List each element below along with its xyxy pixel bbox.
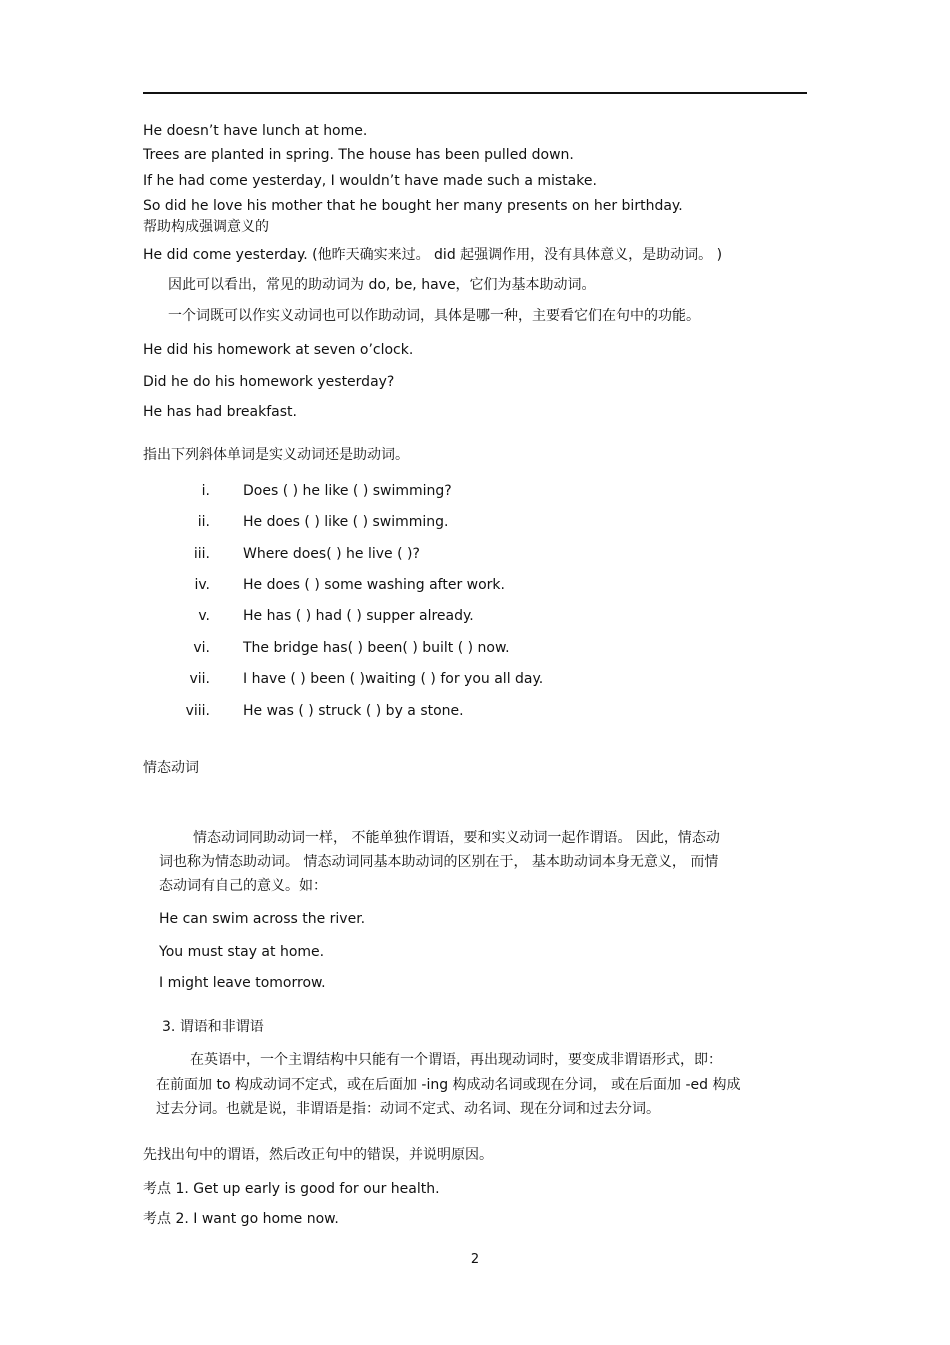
item-text: Does ( ) he like ( ) swimming? [243, 483, 452, 499]
exercise-instruction: 指出下列斜体单词是实义动词还是助动词。 [143, 447, 409, 463]
example-line: He can swim across the river. [159, 911, 366, 927]
item-text: I have ( ) been ( )waiting ( ) for you all day. [243, 671, 544, 687]
item-number: v. [198, 608, 210, 624]
item-text: He does ( ) some washing after work. [243, 577, 505, 593]
item-text: He does ( ) like ( ) swimming. [243, 514, 449, 530]
example-line: If he had come yesterday, I wouldn’t have made such a mistake. [143, 173, 597, 189]
header-rule [143, 92, 807, 94]
example-line: He did come yesterday. (他昨天确实来过。 did 起强调作用，没有具体意义，是助动词。 ) [143, 247, 723, 263]
paragraph-line: 情态动词同助动词一样， 不能单独作谓语，要和实义动词一起作谓语。 因此，情态动 [193, 830, 720, 846]
section-label: 帮助构成强调意义的 [143, 219, 269, 235]
paragraph-line: 态动词有自己的意义。如： [159, 878, 327, 894]
paragraph-line: 在前面加 to 构成动词不定式，或在后面加 -ing 构成动名词或现在分词， 或在后面加 -ed 构成 [156, 1077, 741, 1093]
example-line: He did his homework at seven o’clock. [143, 342, 414, 358]
example-line: He doesn’t have lunch at home. [143, 123, 368, 139]
example-line: I might leave tomorrow. [159, 975, 326, 991]
paragraph-line: 在英语中，一个主谓结构中只能有一个谓语，再出现动词时，要变成非谓语形式，即： [190, 1052, 722, 1068]
item-text: He has ( ) had ( ) supper already. [243, 608, 474, 624]
paragraph-line: 词也称为情态助动词。 情态动词同基本助动词的区别在于， 基本助动词本身无意义， 而情 [159, 854, 719, 870]
item-text: Where does( ) he live ( )? [243, 546, 420, 562]
section-heading: 3. 谓语和非谓语 [162, 1019, 264, 1035]
task-instruction: 先找出句中的谓语，然后改正句中的错误，并说明原因。 [143, 1147, 493, 1163]
paragraph-line: 过去分词。也就是说，非谓语是指：动词不定式、动名词、现在分词和过去分词。 [156, 1101, 660, 1117]
example-line: He has had breakfast. [143, 404, 297, 420]
page-number: 2 [470, 1252, 480, 1267]
example-line: Did he do his homework yesterday? [143, 374, 395, 390]
example-line: So did he love his mother that he bought her many presents on her birthday. [143, 198, 683, 214]
paragraph: 一个词既可以作实义动词也可以作助动词，具体是哪一种，主要看它们在句中的功能。 [168, 308, 700, 324]
item-text: He was ( ) struck ( ) by a stone. [243, 703, 464, 719]
item-number: iii. [193, 546, 210, 562]
test-point: 考点 2. I want go home now. [143, 1211, 339, 1227]
section-heading: 情态动词 [143, 760, 199, 776]
item-number: vi. [193, 640, 210, 656]
test-point: 考点 1. Get up early is good for our health. [143, 1181, 440, 1197]
item-text: The bridge has( ) been( ) built ( ) now. [243, 640, 510, 656]
item-number: iv. [194, 577, 210, 593]
item-number: vii. [189, 671, 210, 687]
item-number: viii. [185, 703, 210, 719]
item-number: i. [201, 483, 210, 499]
example-line: You must stay at home. [159, 944, 325, 960]
example-line: Trees are planted in spring. The house has been pulled down. [143, 147, 574, 163]
item-number: ii. [197, 514, 210, 530]
paragraph: 因此可以看出，常见的助动词为 do, be, have，它们为基本助动词。 [168, 277, 596, 293]
